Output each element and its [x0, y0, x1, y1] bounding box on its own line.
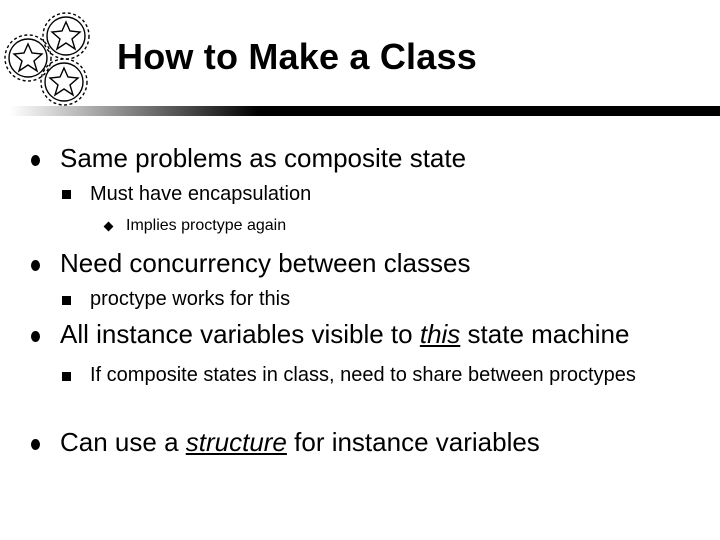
bullet-text-part: Can use a [60, 427, 186, 457]
bullet-square [62, 296, 71, 305]
title-divider [10, 106, 720, 116]
bullet-text-part: state machine [460, 319, 630, 349]
bullet-level2-encapsulation: Must have encapsulation [90, 183, 312, 205]
bullet-level1-concurrency: Need concurrency between classes [60, 248, 471, 278]
bullet-level3-implies-proctype: Implies proctype again [126, 217, 287, 234]
bullet-diamond [104, 222, 114, 232]
bullet-dot [31, 331, 40, 342]
bullet-level1-structure [60, 427, 540, 458]
emphasis-this: this [419, 319, 461, 349]
emphasis-structure: structure [185, 427, 287, 457]
bullet-text-part: for instance variables [286, 427, 540, 457]
bullet-level2-proctype-works: proctype works for this [90, 288, 291, 310]
bullet-level2-composite-states: If composite states in class, need to share between proctypes [90, 364, 636, 386]
bullet-level1-instance-variables [60, 319, 629, 350]
bullet-dot [31, 260, 40, 271]
bullet-square [62, 190, 71, 199]
bullet-text-part: All instance variables visible to [60, 319, 420, 349]
bullet-level1-same-problems: Same problems as composite state [60, 143, 467, 173]
slide-title: How to Make a Class [117, 36, 477, 77]
bullet-dot [31, 439, 40, 450]
bullet-square [62, 372, 71, 381]
bullet-dot [31, 155, 40, 166]
star-gears-logo-icon [0, 6, 100, 106]
